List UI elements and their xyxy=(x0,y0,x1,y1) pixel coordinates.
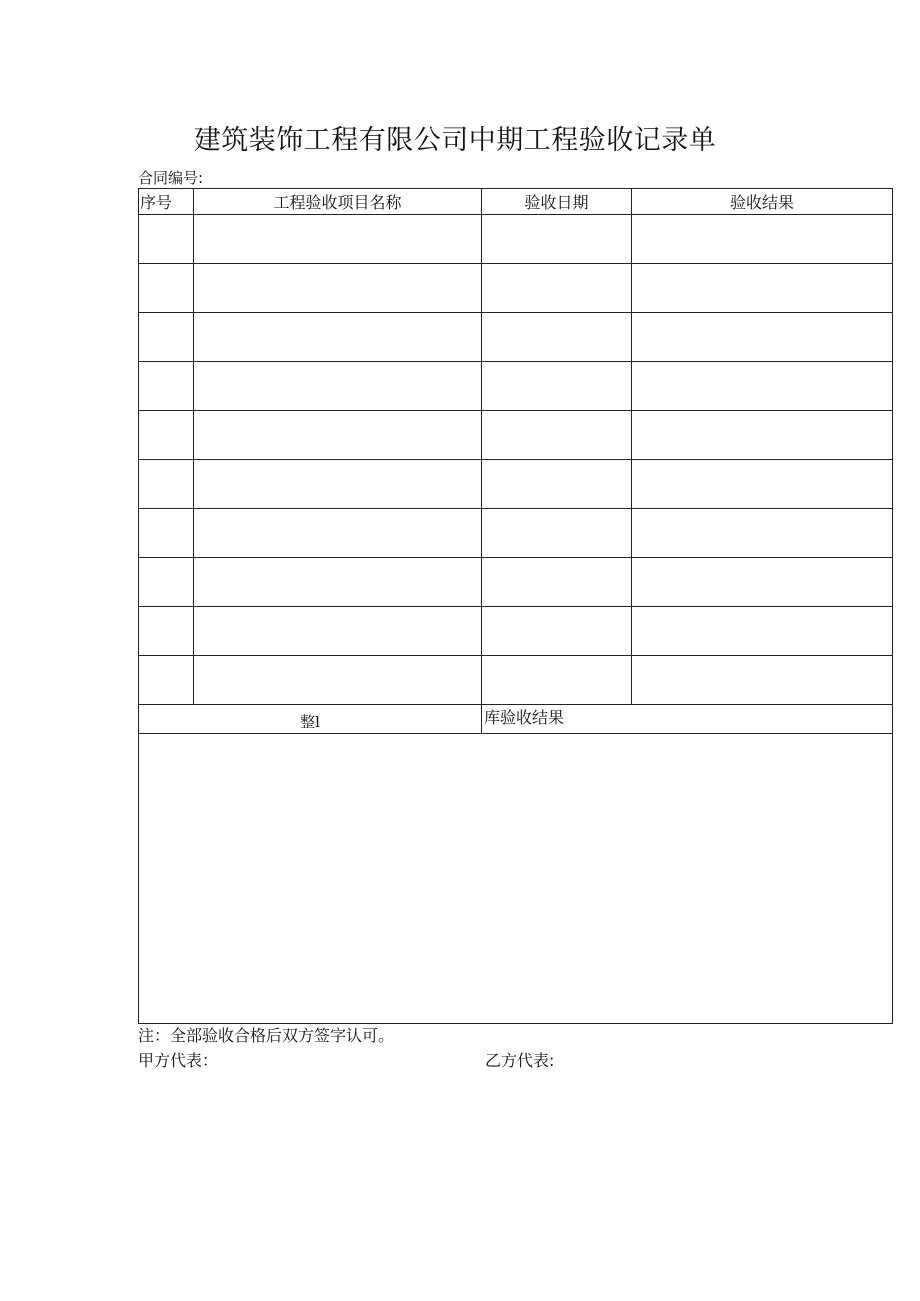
table-row xyxy=(139,460,893,509)
cell-item-name[interactable] xyxy=(194,215,482,264)
cell-result[interactable] xyxy=(632,313,893,362)
cell-date[interactable] xyxy=(482,215,632,264)
cell-seq[interactable] xyxy=(139,215,194,264)
cell-result[interactable] xyxy=(632,362,893,411)
table-row xyxy=(139,558,893,607)
cell-date[interactable] xyxy=(482,313,632,362)
cell-item-name[interactable] xyxy=(194,607,482,656)
cell-seq[interactable] xyxy=(139,362,194,411)
cell-result[interactable] xyxy=(632,215,893,264)
cell-item-name[interactable] xyxy=(194,411,482,460)
cell-date[interactable] xyxy=(482,362,632,411)
table-row xyxy=(139,607,893,656)
cell-seq[interactable] xyxy=(139,313,194,362)
overall-label-right: 库验收结果 xyxy=(482,705,893,734)
cell-seq[interactable] xyxy=(139,558,194,607)
cell-date[interactable] xyxy=(482,656,632,705)
table-row xyxy=(139,264,893,313)
table-body xyxy=(139,215,893,1024)
cell-date[interactable] xyxy=(482,509,632,558)
cell-item-name[interactable] xyxy=(194,558,482,607)
cell-item-name[interactable] xyxy=(194,509,482,558)
cell-result[interactable] xyxy=(632,656,893,705)
cell-date[interactable] xyxy=(482,558,632,607)
table-row xyxy=(139,656,893,705)
table-row xyxy=(139,362,893,411)
cell-date[interactable] xyxy=(482,264,632,313)
cell-date[interactable] xyxy=(482,411,632,460)
cell-item-name[interactable] xyxy=(194,460,482,509)
table-row xyxy=(139,313,893,362)
footer-note: 注：全部验收合格后双方签字认可。 xyxy=(138,1026,395,1045)
table-header-row xyxy=(139,189,893,215)
cell-result[interactable] xyxy=(632,509,893,558)
cell-item-name[interactable] xyxy=(194,362,482,411)
table-row xyxy=(139,215,893,264)
overall-result-row xyxy=(139,705,893,734)
overall-result-area xyxy=(139,734,893,1024)
party-a-signature-label: 甲方代表： xyxy=(138,1051,219,1070)
cell-result[interactable] xyxy=(632,411,893,460)
cell-result[interactable] xyxy=(632,558,893,607)
table-row xyxy=(139,509,893,558)
header-result: 验收结果 xyxy=(632,189,893,215)
acceptance-table xyxy=(138,188,893,1024)
cell-seq[interactable] xyxy=(139,460,194,509)
table-row xyxy=(139,411,893,460)
overall-result-cell[interactable] xyxy=(139,734,893,1024)
cell-result[interactable] xyxy=(632,460,893,509)
party-b-signature-label: 乙方代表: xyxy=(485,1051,555,1070)
document-title: 建筑装饰工程有限公司中期工程验收记录单 xyxy=(193,125,717,156)
cell-seq[interactable] xyxy=(139,656,194,705)
cell-item-name[interactable] xyxy=(194,313,482,362)
contract-number-label: 合同编号: xyxy=(138,169,204,187)
cell-seq[interactable] xyxy=(139,264,194,313)
cell-seq[interactable] xyxy=(139,607,194,656)
header-seq: 序号 xyxy=(139,189,194,215)
cell-item-name[interactable] xyxy=(194,264,482,313)
cell-result[interactable] xyxy=(632,264,893,313)
cell-seq[interactable] xyxy=(139,411,194,460)
cell-result[interactable] xyxy=(632,607,893,656)
cell-date[interactable] xyxy=(482,607,632,656)
cell-item-name[interactable] xyxy=(194,656,482,705)
cell-seq[interactable] xyxy=(139,509,194,558)
cell-date[interactable] xyxy=(482,460,632,509)
header-item-name: 工程验收项目名称 xyxy=(194,189,482,215)
header-date: 验收日期 xyxy=(482,189,632,215)
overall-label-left: 整l xyxy=(139,705,482,734)
